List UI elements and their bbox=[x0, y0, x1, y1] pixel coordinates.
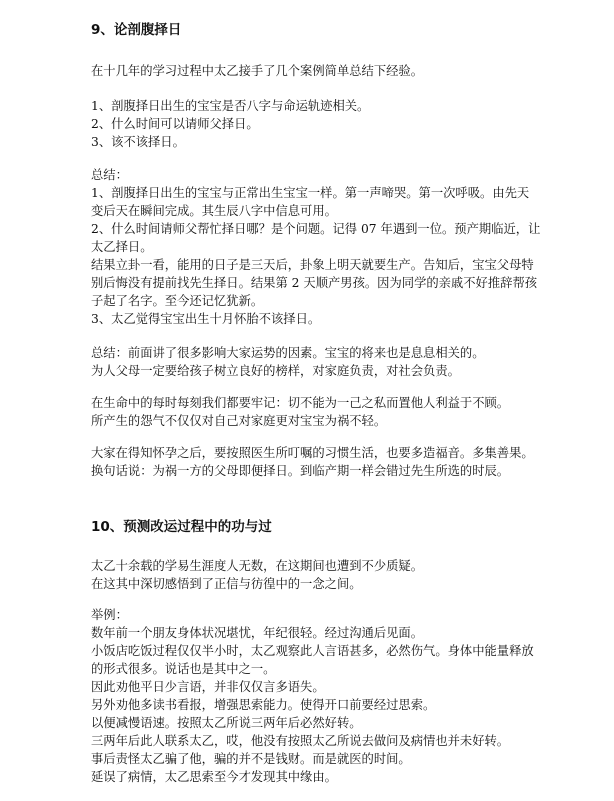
section-9-title: 9、论剖腹择日 bbox=[91, 22, 182, 38]
section-10-intro-line-2: 在这其中深切感悟到了正信与彷徨中的一念之间。 bbox=[91, 577, 362, 591]
answer-3: 3、太乙觉得宝宝出生十月怀胎不该择日。 bbox=[91, 312, 321, 326]
section-10-intro-line-1: 太乙十余载的学易生涯度人无数，在这期间也遭到不少质疑。 bbox=[91, 559, 424, 573]
example-line-4: 因此劝他平日少言语，并非仅仅言多语失。 bbox=[91, 680, 325, 694]
answer-1-line-1: 1、剖腹择日出生的宝宝与正常出生宝宝一样。第一声啼哭。第一次呼吸。由先天 bbox=[91, 186, 530, 200]
answer-1-line-2: 变后天在瞬间完成。其生辰八字中信息可用。 bbox=[91, 204, 337, 218]
question-3: 3、该不该择日。 bbox=[91, 135, 185, 149]
answer-2-line-1: 2、什么时间请师父帮忙择日哪？是个问题。记得 07 年遇到一位。预产期临近，让 bbox=[91, 222, 541, 236]
section-9-intro: 在十几年的学习过程中太乙接手了几个案例简单总结下经验。 bbox=[91, 64, 424, 78]
example-label: 举例： bbox=[91, 608, 128, 622]
example-line-5: 另外劝他多读书看报，增强思索能力。使得开口前要经过思索。 bbox=[91, 698, 436, 712]
example-line-9: 延误了病情，太乙思索至今才发现其中缘由。 bbox=[91, 770, 337, 784]
question-2: 2、什么时间可以请师父择日。 bbox=[91, 117, 259, 131]
remember-line-1: 在生命中的每时每刻我们都要牢记：切不能为一己之私而置他人利益于不顾。 bbox=[91, 396, 510, 410]
advice-line-2: 换句话说：为祸一方的父母即便择日。到临产期一样会错过先生所选的时辰。 bbox=[91, 464, 510, 478]
example-line-6: 以便减慢语速。按照太乙所说三两年后必然好转。 bbox=[91, 716, 362, 730]
example-line-8: 事后责怪太乙骗了他，骗的并不是钱财。而是就医的时间。 bbox=[91, 752, 411, 766]
example-line-3: 的形式很多。说话也是其中之一。 bbox=[91, 662, 276, 676]
advice-line-1: 大家在得知怀孕之后，要按照医生所叮嘱的习惯生活，也要多造福音。多集善果。 bbox=[91, 446, 534, 460]
summary-label: 总结： bbox=[91, 168, 128, 182]
case-line-2: 别后悔没有提前找先生择日。结果第 2 天顺产男孩。因为同学的亲戚不好推辞帮孩 bbox=[91, 276, 538, 290]
example-line-1: 数年前一个朋友身体状况堪忧，年纪很轻。经过沟通后见面。 bbox=[91, 626, 424, 640]
example-line-2: 小饭店吃饭过程仅仅半小时，太乙观察此人言语甚多，必然伤气。身体中能量释放 bbox=[91, 644, 534, 658]
summary-2-line-2: 为人父母一定要给孩子树立良好的榜样，对家庭负责，对社会负责。 bbox=[91, 364, 460, 378]
question-1: 1、剖腹择日出生的宝宝是否八字与命运轨迹相关。 bbox=[91, 99, 370, 113]
case-line-1: 结果立卦一看，能用的日子是三天后，卦象上明天就要生产。告知后，宝宝父母特 bbox=[91, 258, 534, 272]
summary-2-line-1: 总结：前面讲了很多影响大家运势的因素。宝宝的将来也是息息相关的。 bbox=[91, 346, 485, 360]
example-line-7: 三两年后此人联系太乙，哎，他没有按照太乙所说去做问及病情也并未好转。 bbox=[91, 734, 510, 748]
answer-2-line-2: 太乙择日。 bbox=[91, 240, 153, 254]
case-line-3: 子起了名字。至今还记忆犹新。 bbox=[91, 294, 264, 308]
remember-line-2: 所产生的怨气不仅仅对自己对家庭更对宝宝为祸不轻。 bbox=[91, 414, 387, 428]
section-10-title: 10、预测改运过程中的功与过 bbox=[91, 519, 272, 535]
